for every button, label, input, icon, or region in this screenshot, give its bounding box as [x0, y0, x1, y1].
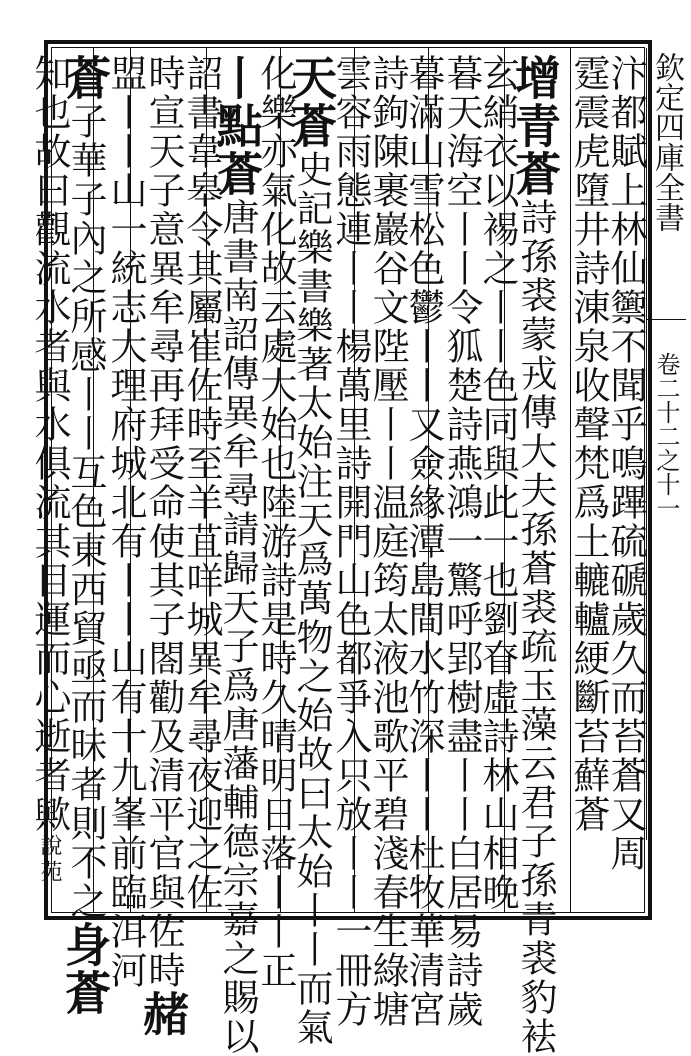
margin-header: [646, 52, 686, 692]
entry-heading: 增青蒼: [508, 54, 562, 198]
volume-label: 卷二十二之十一: [652, 352, 680, 520]
column-text: 盟丨丨山一統志大理府城北有丨丨山有十九峯前臨洱河: [104, 54, 147, 990]
text-column: [563, 54, 613, 904]
column-text: 子華子內之所感丨丨互色東西貿亟而昧者則不之: [64, 102, 107, 921]
entry-heading: 身蒼: [58, 921, 112, 1017]
column-text: 知也故曰觀流水者與水俱流其目運而心逝者歟: [28, 54, 71, 834]
entry-heading: 蒼: [58, 54, 112, 102]
column-text: 詩鉤陳裹巖谷文陛壓丨丨温庭筠太液池歌平碧淺春生綠塘: [366, 54, 409, 1029]
entry-heading: 天蒼: [284, 54, 338, 150]
entry-mark: 丨: [210, 54, 264, 102]
book-title: 欽定四庫全書: [649, 52, 684, 232]
column-text: 暮天海空丨丨令狐楚詩燕鴻一驚呼郢樹盡丨丨白居易詩歲: [440, 54, 483, 1029]
column-text: 玄綃衣以裼之丨丨色同與此一也劉眘虛詩林山相晚: [476, 54, 519, 912]
column-text: 史記樂書樂著太始注天爲萬物之始故曰太始丨丨而氣: [290, 150, 333, 1047]
text-column: [24, 54, 74, 904]
column-text: 暮滿山雪松色鬱丨丨又僉緣潭島間水竹深丨丨杜牧華清宮: [402, 54, 445, 1029]
source-note: 說苑: [37, 834, 62, 886]
column-text: 詔書韋皋令其屬崔佐時至羊苴咩城異牟尋夜迎之佐: [180, 54, 223, 912]
entry-heading: 赭: [136, 990, 190, 1038]
column-text: 時宣天子意異牟尋再拜受命使其子閤勸及清平官與佐時: [142, 54, 185, 990]
column-text: 詩孫裘蒙戎傳大夫孫蒼裘疏玉藻云君子孫青裘豹袪: [514, 198, 557, 1056]
entry-heading: 點蒼: [210, 102, 264, 198]
column-text: 霆震虎墮井詩涷泉收聲梵爲土轆轤綆斷苔蘚蒼: [567, 54, 610, 834]
column-text: 雲容雨態連丨丨楊萬里詩開門山色都爭入只放丨丨一冊方: [329, 54, 372, 1029]
column-text: 化樂亦氣化故云處大始也陸游詩是時久晴明日落丨丨正: [254, 54, 297, 990]
column-text: 唐書南詔傳異牟尋請歸天子爲唐藩輔德宗嘉之賜以: [216, 198, 259, 1056]
column-text: 汴都賦上林仙籞不聞乎鳴蹕硫磃歲久而苔蒼又周: [604, 54, 647, 873]
